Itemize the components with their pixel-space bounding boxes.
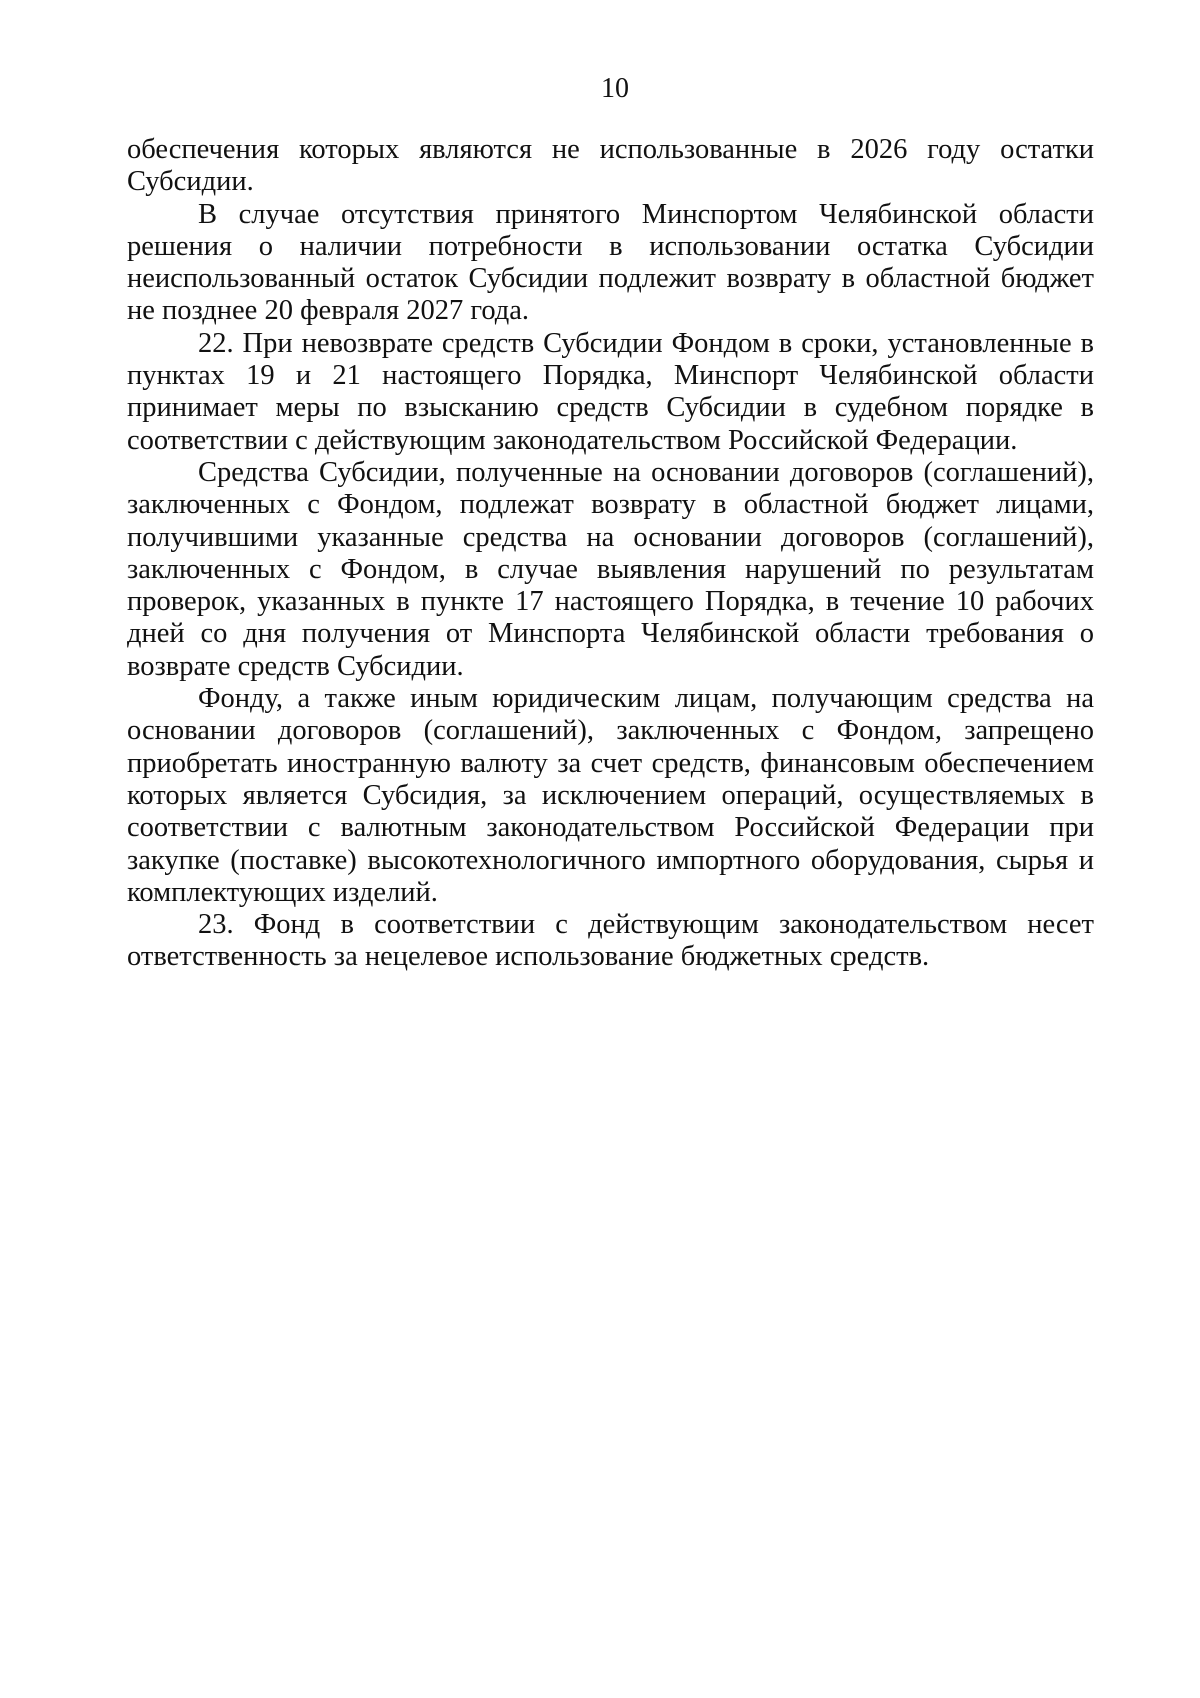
paragraph-return-of-funds: Средства Субсидии, полученные на основании договоров (соглашений), заключенных с Фондом, подлежат возврату в областной бюджет лицами, получившими указанные средства на основании договоров (соглашений), заключенных с Фондом, в случае выявления нарушений по результатам проверок, указанных в пункте 17 настоящего Порядка, в течение 10 рабочих дней со дня получения от Минспорта Челябинской области требования о возврате средств Субсидии.: [127, 456, 1094, 682]
page-number: 10: [601, 73, 629, 104]
paragraph-unused-balance: В случае отсутствия принятого Минспортом Челябинской области решения о наличии потребности в использовании остатка Субсидии неиспользованный остаток Субсидии подлежит возврату в областной бюджет не позднее 20 февраля 2027 года.: [127, 198, 1094, 327]
paragraph-item-22: 22. При невозврате средств Субсидии Фондом в сроки, установленные в пунктах 19 и 21 настоящего Порядка, Минспорт Челябинской области принимает меры по взысканию средств Субсидии в судебном порядке в соответствии с действующим законодательством Российской Федерации.: [127, 327, 1094, 456]
paragraph-continuation: обеспечения которых являются не использованные в 2026 году остатки Субсидии.: [127, 134, 1094, 198]
paragraph-currency-prohibition: Фонду, а также иным юридическим лицам, получающим средства на основании договоров (соглашений), заключенных с Фондом, запрещено приобретать иностранную валюту за счет средств, финансовым обеспечением которых является Субсидия, за исключением операций, осуществляемых в соответствии с валютным законодательством Российской Федерации при закупке (поставке) высокотехнологичного импортного оборудования, сырья и комплектующих изделий.: [127, 683, 1094, 908]
paragraph-item-23: 23. Фонд в соответствии с действующим законодательством несет ответственность за нецелевое использование бюджетных средств.: [127, 909, 1094, 973]
document-body: [127, 134, 1094, 974]
